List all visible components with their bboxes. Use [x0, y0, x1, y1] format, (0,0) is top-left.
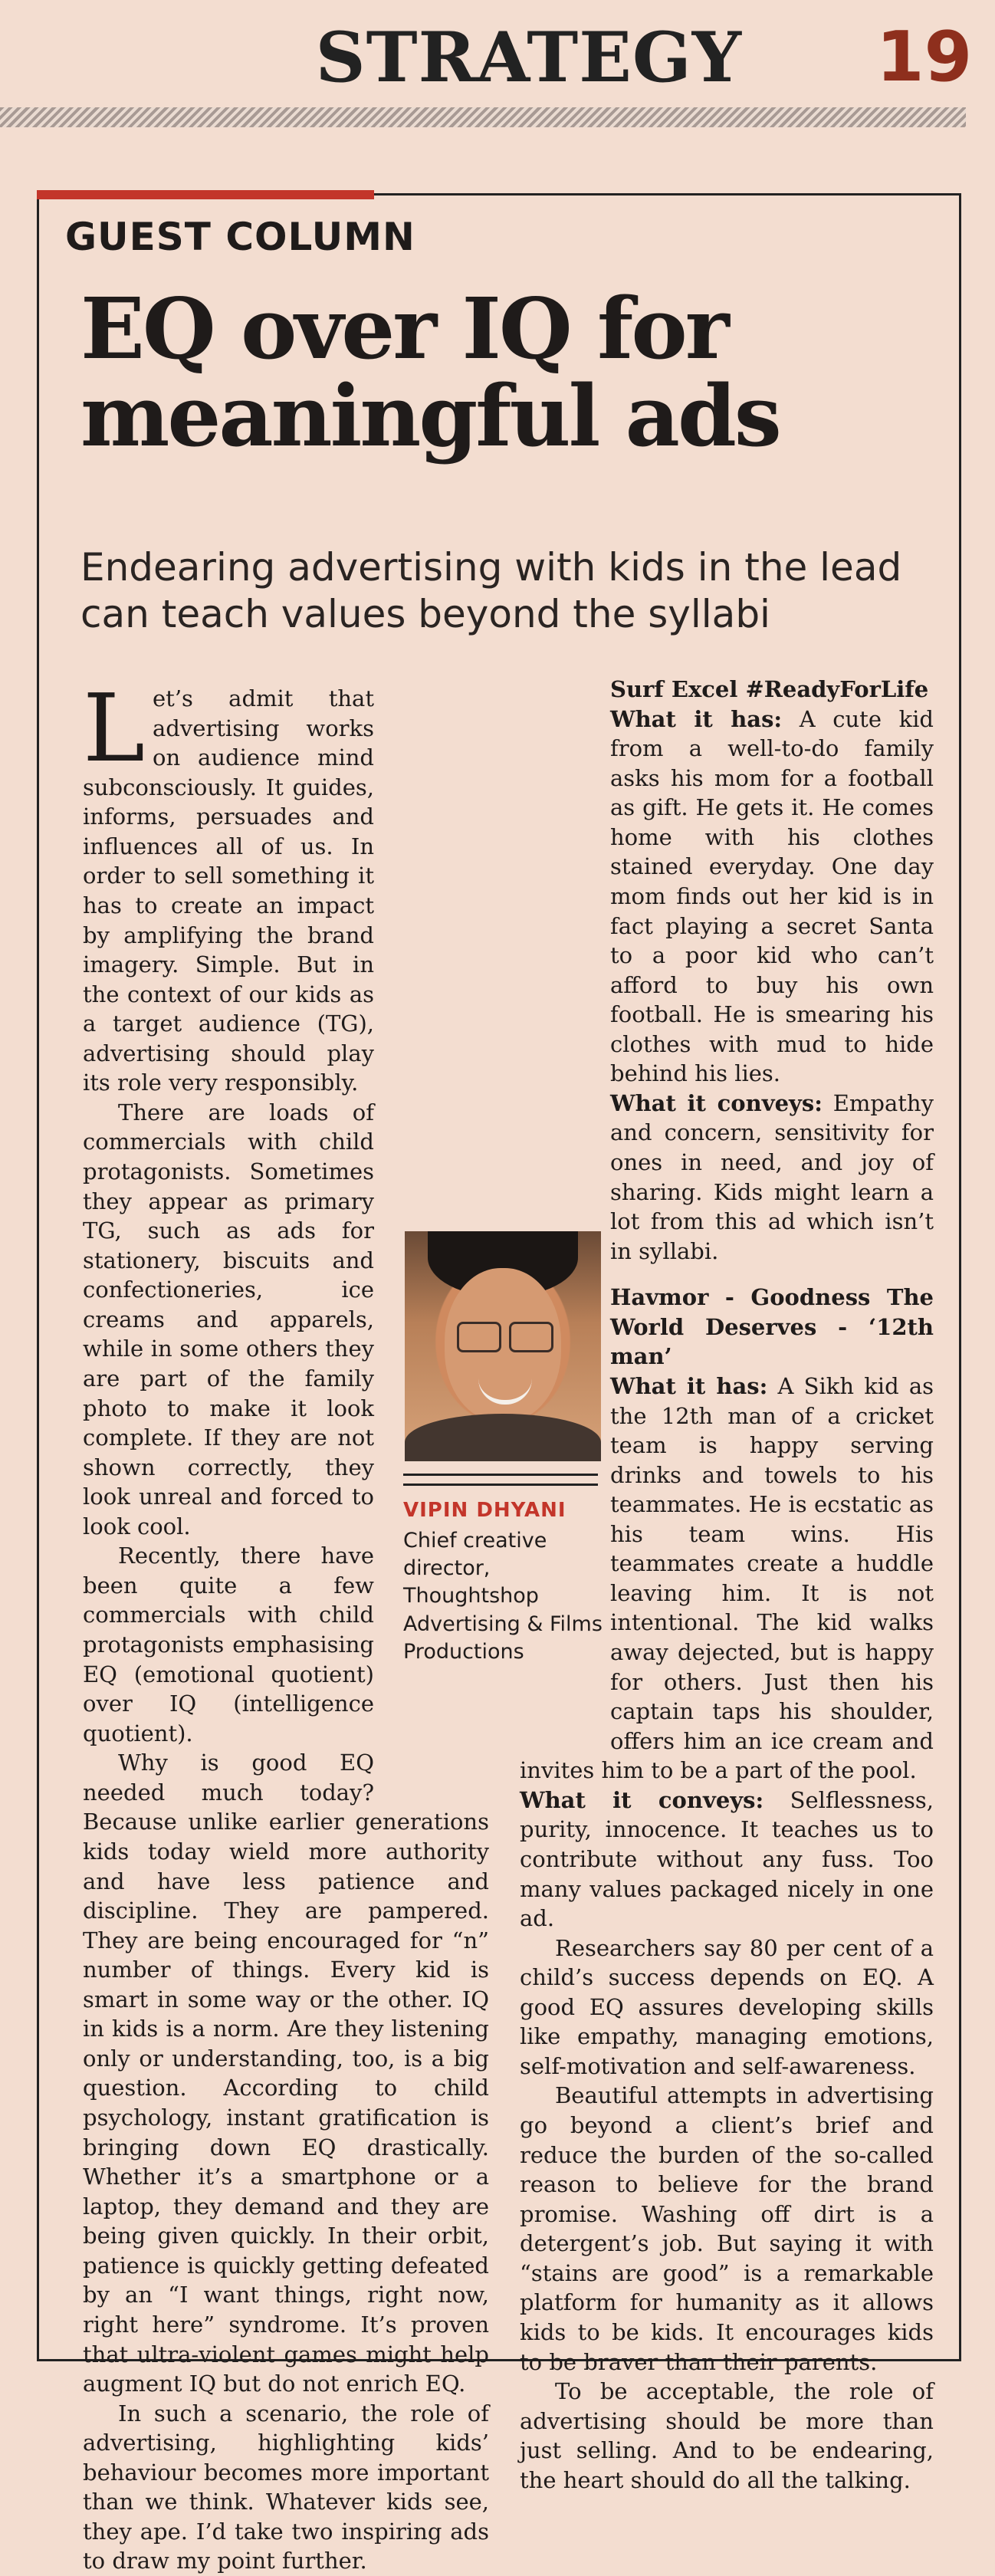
- author-name: VIPIN DHYANI: [403, 1499, 566, 1522]
- ad1-title: Surf Excel #ReadyForLife: [610, 676, 929, 702]
- ad2-what-it-conveys: What it conveys: Selflessness, purity, innocence. It teaches us to contribute without any fuss. Too many values packaged nicely in one ad.: [520, 1786, 934, 1932]
- ad1-what-it-conveys: What it conveys: Empathy and concern, sensitivity for ones in need, and joy of sharing. Kids might learn a lot from this ad which isn’t in syllabi.: [610, 1089, 934, 1264]
- ad1-what-it-has: What it has: A cute kid from a well-to-do family asks his mom for a football as gift. He gets it. He comes home with his clothes stained everyday. One day mom finds out her kid is in fact playing a secret Santa to a poor kid who can’t afford to buy his own football. He is smearing his clothes with mud to hide behind his lies.: [610, 705, 934, 1087]
- byline-rule: [403, 1474, 598, 1486]
- body-paragraph: Researchers say 80 per cent of a child’s success depends on EQ. A good EQ assures developing skills like empathy, managing emotions, self-motivation and self-awareness.: [520, 1934, 934, 2079]
- body-paragraph: There are loads of commercials with child protagonists. Sometimes they appear as primary TG, such as ads for stationery, biscuits and confectioneries, ice creams and apparels, while in some others they are part of the family photo to make it look complete. If they are not shown correctly, they look unreal and forced to look cool.: [83, 1099, 374, 1539]
- author-title: Chief creative director, Thoughtshop Advertising & Films Productions: [403, 1529, 603, 1664]
- header-rule: [0, 107, 966, 127]
- body-paragraph: Why is good EQ needed much today? Because unlike earlier generations kids today wield more authority and have less patience and discipline. They are pampered. They are being encouraged for “n” number of things. Every kid is smart in some way or the other. IQ in kids is a norm. Are they listening only or understanding, too, is a big question. According to child psychology, instant gratification is bringing down EQ drastically. Whether it’s a smartphone or a laptop, they demand and they are being given quickly. In their orbit, patience is quickly getting defeated by an “I want things, right now, right here” syndrome. It’s proven that ultra-violent games might help augment IQ but do not enrich EQ.: [83, 1750, 489, 2397]
- body-paragraph: Let’s admit that advertising works on audience mind subconsciously. It guides, informs, persuades and influences all of us. In order to sell something it has to create an impact by amplifying the brand imagery. Simple. But in the context of our kids as a target audience (TG), advertising should play its role very responsibly.: [83, 674, 374, 1096]
- author-photo: [405, 1231, 601, 1461]
- body-paragraph: Beautiful attempts in advertising go beyond a client’s brief and reduce the burden of the so-called reason to believe for the brand promise. Washing off dirt is a detergent’s job. But saying it with “stains are good” is a remarkable platform for humanity as it allows kids to be kids. It encourages kids to be braver than their parents.: [520, 2082, 934, 2375]
- body-paragraph: To be acceptable, the role of advertising should be more than just selling. And to be endearing, the heart should do all the talking.: [520, 2378, 934, 2493]
- drop-cap: L: [83, 674, 146, 783]
- page-number: 19: [876, 17, 973, 97]
- body-paragraph: In such a scenario, the role of advertising, highlighting kids’ behaviour becomes more important than we think. Whatever kids see, they ape. I’d take two inspiring ads to draw my point further.: [83, 2400, 489, 2574]
- body-paragraph: Recently, there have been quite a few commercials with child protagonists emphasising EQ (emotional quotient) over IQ (intelligence quotient).: [83, 1543, 374, 1746]
- ad2-title: Havmor - Goodness The World Deserves - ‘12th man’: [610, 1284, 934, 1370]
- deck: Endearing advertising with kids in the lead can teach values beyond the syllabi: [80, 545, 902, 636]
- section-label: STRATEGY: [315, 17, 742, 98]
- headline: EQ over IQ for meaningful ads: [80, 279, 780, 466]
- ad2-what-it-has: What it has: A Sikh kid as the 12th man of a cricket team is happy serving drinks and towels to his teammates. He is ecstatic as his team wins. His teammates create a huddle leaving him. It is not intentional. The kid walks away dejected, but is happy for others. Just then his captain taps his shoulder, offers him an ice cream and invites him to be a part of the pool.: [520, 1372, 934, 1784]
- kicker-accent-bar: [37, 190, 374, 199]
- kicker: GUEST COLUMN: [65, 215, 415, 259]
